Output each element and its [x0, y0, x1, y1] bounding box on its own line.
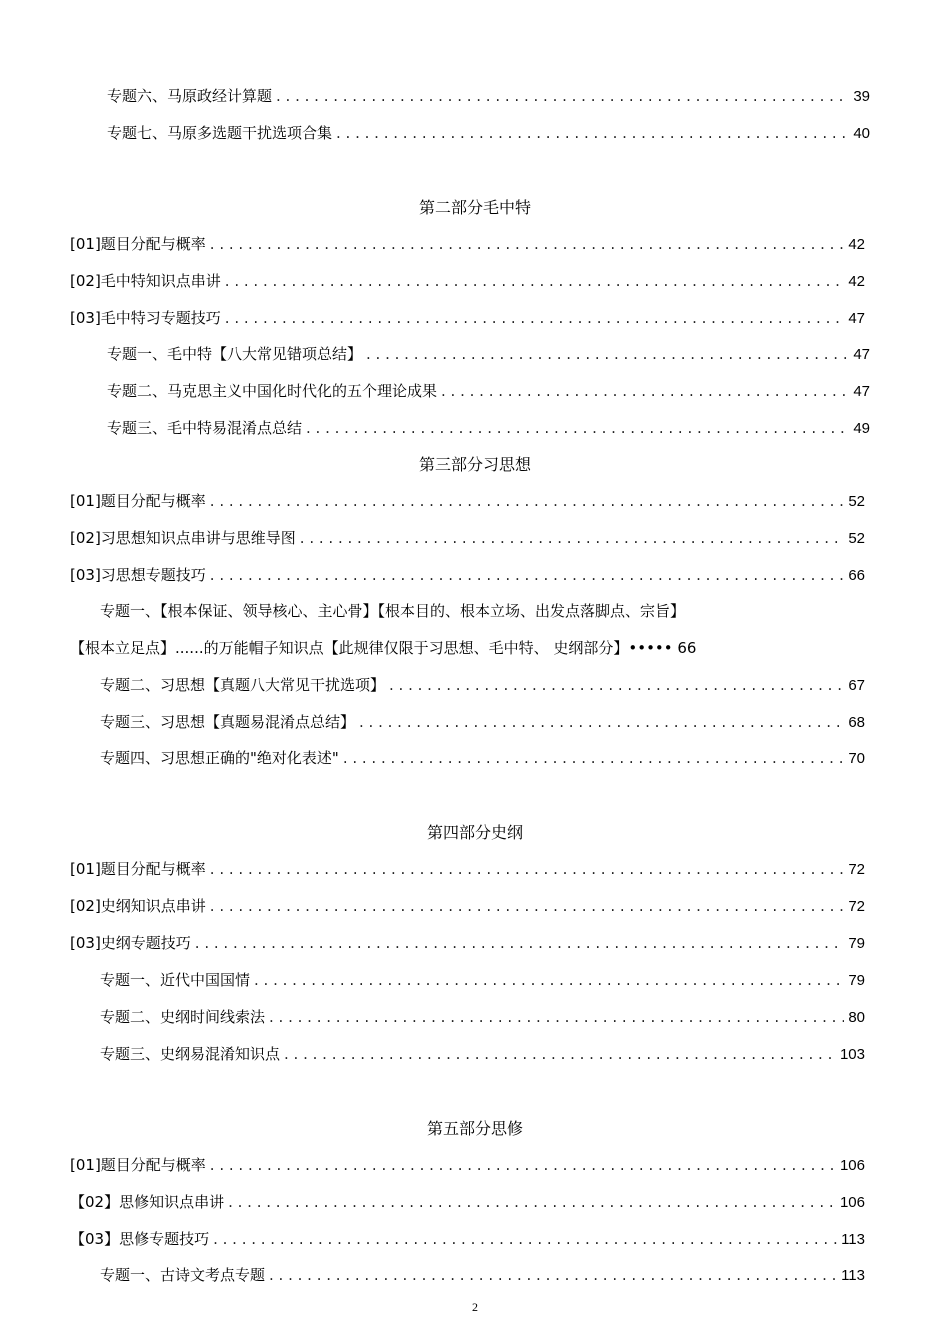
toc-page-number: 106 — [839, 1157, 865, 1174]
dot-leader — [343, 747, 845, 769]
toc-entry-title: [02]习思想知识点串讲与思维导图 — [70, 529, 296, 547]
dot-leader — [366, 343, 849, 365]
page-number-footer: 2 — [472, 1300, 478, 1314]
toc-entry[interactable] — [70, 490, 865, 512]
toc-page-number: 42 — [848, 236, 865, 253]
toc-entry[interactable] — [107, 417, 870, 439]
dot-leader — [210, 1154, 836, 1176]
toc-entry[interactable] — [70, 564, 865, 586]
toc-entry[interactable] — [100, 674, 865, 696]
toc-entry-title: 专题四、习思想正确的"绝对化表述" — [100, 749, 339, 767]
toc-page-number: 79 — [848, 935, 865, 952]
dot-leader — [441, 380, 849, 402]
toc-entry[interactable] — [100, 711, 865, 733]
toc-entry-title: [01]题目分配与概率 — [70, 860, 206, 878]
toc-entry[interactable] — [70, 1228, 865, 1250]
dot-leader — [276, 85, 849, 107]
toc-entry-title: 专题二、史纲时间线索法 — [100, 1008, 266, 1026]
toc-entry[interactable] — [70, 895, 865, 917]
dot-leader — [336, 122, 849, 144]
dot-leader — [389, 674, 844, 696]
toc-entry[interactable] — [100, 747, 865, 769]
toc-entry-multiline-part2[interactable]: 【根本立足点】......的万能帽子知识点【此规律仅限于习思想、毛中特、 史纲部分】••••• 66 — [70, 639, 697, 657]
section-heading: 第五部分思修 — [426, 1119, 523, 1138]
toc-page-number: 103 — [839, 1046, 865, 1063]
dot-leader — [210, 858, 845, 880]
section-heading: 第四部分史纲 — [426, 823, 523, 842]
toc-entry[interactable] — [70, 233, 865, 255]
dot-leader — [210, 564, 845, 586]
toc-entry-title: 专题七、马原多选题干扰选项合集 — [107, 124, 333, 142]
toc-entry-title: [03]史纲专题技巧 — [70, 934, 191, 952]
toc-entry-title: 专题二、马克思主义中国化时代化的五个理论成果 — [107, 382, 438, 400]
toc-page-number: 113 — [841, 1267, 865, 1284]
toc-entry-title: [03]习思想专题技巧 — [70, 566, 206, 584]
toc-entry-title: 专题三、史纲易混淆知识点 — [100, 1045, 281, 1063]
dot-leader — [225, 270, 845, 292]
toc-page-number: 47 — [848, 310, 865, 327]
section-heading: 第三部分习思想 — [418, 455, 531, 474]
toc-entry-title: [03]毛中特习专题技巧 — [70, 309, 221, 327]
toc-page-number: 52 — [848, 493, 865, 510]
dot-leader — [210, 895, 845, 917]
toc-entry-multiline-part1[interactable]: 专题一、【根本保证、领导核心、主心骨】【根本目的、根本立场、出发点落脚点、宗旨】 — [100, 602, 686, 620]
section-heading: 第二部分毛中特 — [418, 198, 531, 217]
toc-entry[interactable] — [107, 343, 870, 365]
toc-page-number: 106 — [839, 1194, 865, 1211]
toc-page-number: 49 — [853, 420, 870, 437]
toc-entry-title: 专题三、习思想【真题易混淆点总结】 — [100, 713, 356, 731]
toc-page-number: 72 — [848, 861, 865, 878]
toc-page-number: 79 — [848, 972, 865, 989]
toc-entry-title: 专题一、近代中国国情 — [100, 971, 251, 989]
toc-entry-title: [01]题目分配与概率 — [70, 1156, 206, 1174]
toc-entry[interactable] — [100, 1006, 865, 1028]
toc-page-number: 52 — [848, 530, 865, 547]
toc-page-number: 113 — [841, 1231, 865, 1248]
toc-entry-title: 【02】思修知识点串讲 — [70, 1193, 225, 1211]
toc-entry-title: 专题六、马原政经计算题 — [107, 87, 273, 105]
dot-leader — [195, 932, 845, 954]
toc-page-number: 66 — [848, 567, 865, 584]
dot-leader — [300, 527, 845, 549]
toc-page-number: 47 — [853, 346, 870, 363]
dot-leader — [269, 1264, 837, 1286]
toc-entry-title: 专题二、习思想【真题八大常见干扰选项】 — [100, 676, 386, 694]
toc-entry-title: 专题一、毛中特【八大常见错项总结】 — [107, 345, 363, 363]
dot-leader — [225, 307, 845, 329]
toc-entry-title: [01]题目分配与概率 — [70, 492, 206, 510]
toc-entry-title: 【03】思修专题技巧 — [70, 1230, 210, 1248]
toc-page-number: 47 — [853, 383, 870, 400]
dot-leader — [213, 1228, 837, 1250]
toc-page-number: 80 — [848, 1009, 865, 1026]
dot-leader — [306, 417, 849, 439]
dot-leader — [210, 233, 845, 255]
toc-entry-title: 专题三、毛中特易混淆点总结 — [107, 419, 303, 437]
toc-page-number: 67 — [848, 677, 865, 694]
toc-entry[interactable] — [107, 85, 870, 107]
toc-entry[interactable] — [70, 1154, 865, 1176]
toc-entry-title: [01]题目分配与概率 — [70, 235, 206, 253]
toc-page-number: 72 — [848, 898, 865, 915]
toc-entry[interactable] — [70, 527, 865, 549]
toc-entry[interactable] — [70, 932, 865, 954]
toc-entry[interactable] — [107, 380, 870, 402]
toc-entry[interactable] — [70, 270, 865, 292]
toc-entry[interactable] — [70, 858, 865, 880]
dot-leader — [228, 1191, 836, 1213]
dot-leader — [269, 1006, 844, 1028]
dot-leader — [359, 711, 844, 733]
toc-entry-title: [02]毛中特知识点串讲 — [70, 272, 221, 290]
toc-entry[interactable] — [100, 1043, 865, 1065]
toc-entry-title: [02]史纲知识点串讲 — [70, 897, 206, 915]
toc-entry[interactable] — [100, 969, 865, 991]
toc-page-number: 68 — [848, 714, 865, 731]
toc-page-number: 42 — [848, 273, 865, 290]
dot-leader — [254, 969, 844, 991]
dot-leader — [284, 1043, 836, 1065]
toc-entry[interactable] — [107, 122, 870, 144]
toc-page-number: 39 — [853, 88, 870, 105]
toc-entry-title: 专题一、古诗文考点专题 — [100, 1266, 266, 1284]
dot-leader — [210, 490, 845, 512]
toc-page-number: 40 — [853, 125, 870, 142]
toc-page-number: 70 — [848, 750, 865, 767]
toc-entry[interactable] — [70, 307, 865, 329]
toc-entry[interactable] — [100, 1264, 865, 1286]
toc-entry[interactable] — [70, 1191, 865, 1213]
